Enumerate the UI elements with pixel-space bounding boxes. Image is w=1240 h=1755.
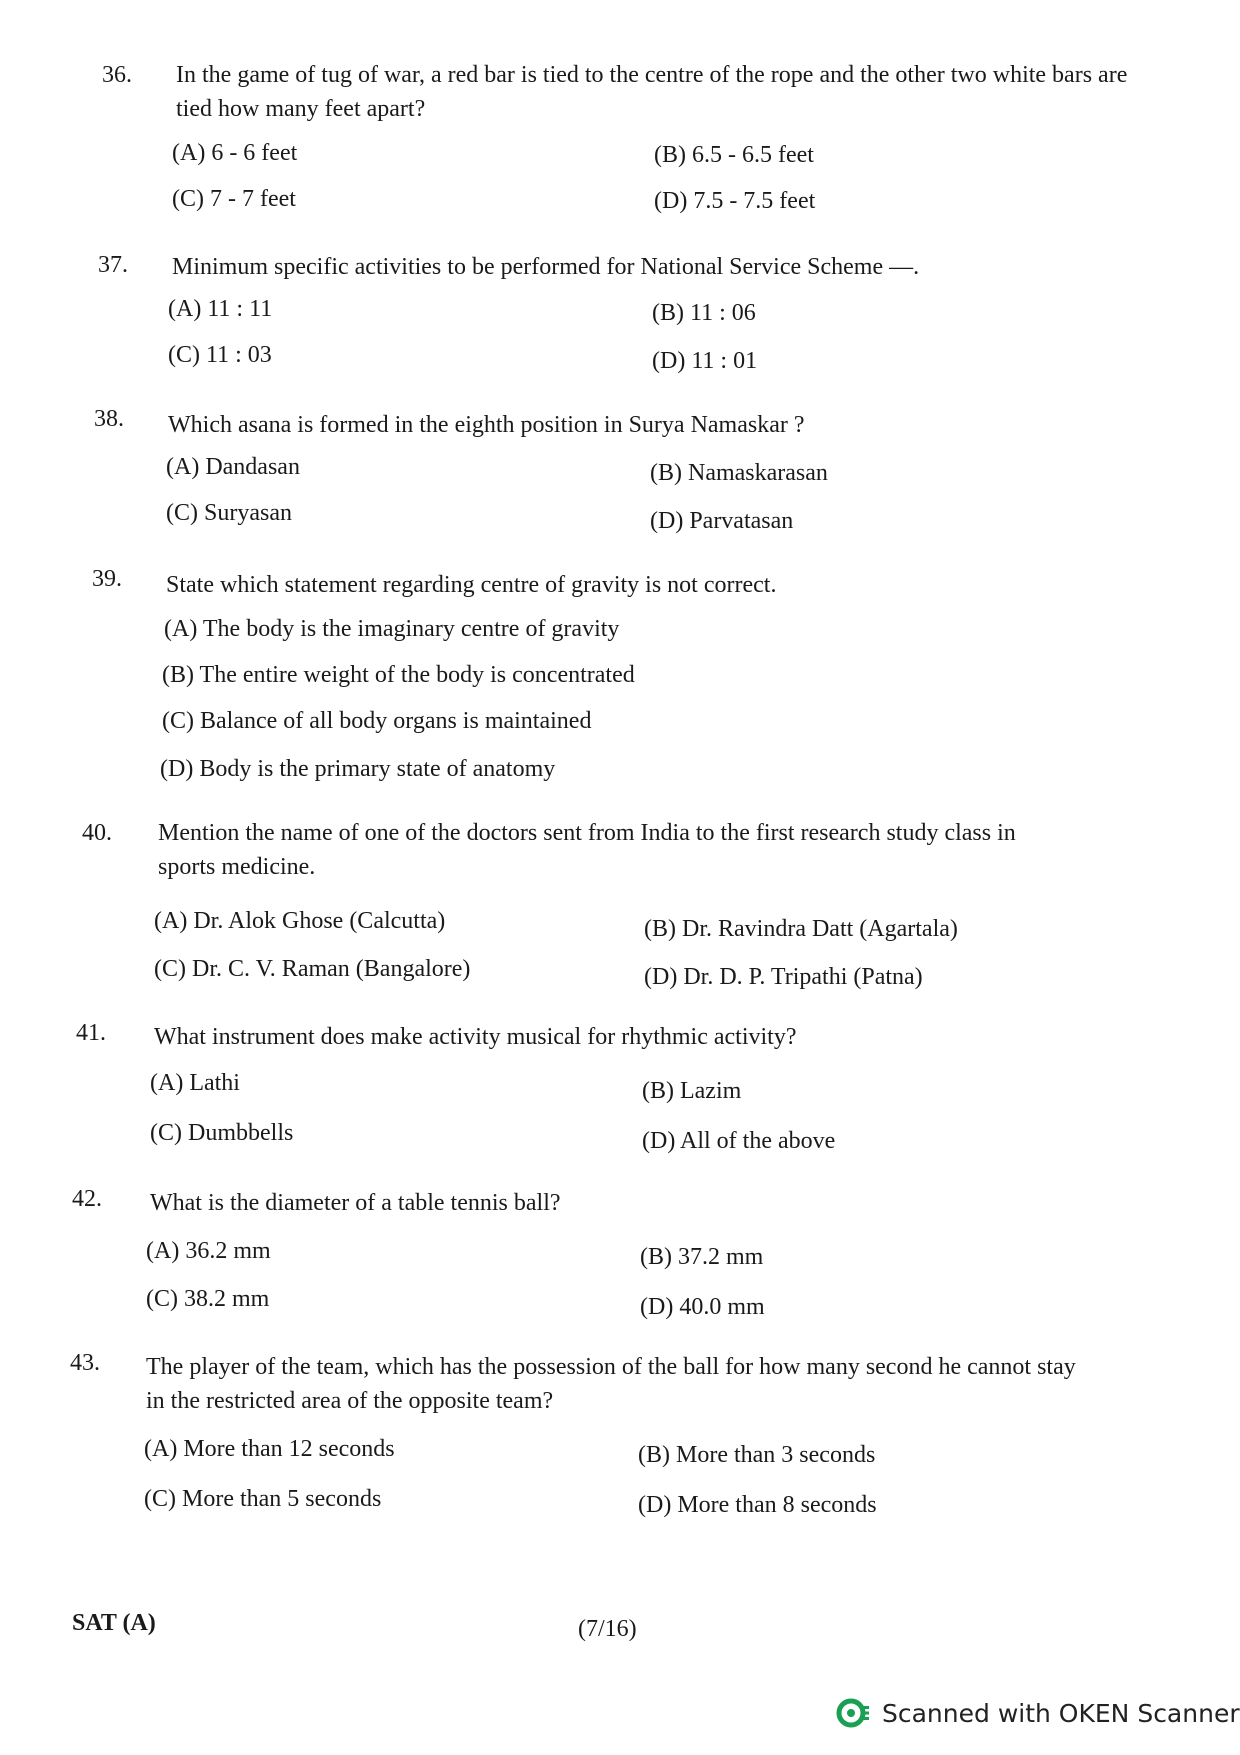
option-d: (D) 11 : 01 <box>652 348 758 374</box>
question-number: 42. <box>72 1186 102 1212</box>
question-text: The player of the team, which has the possession of the ball for how many second he cannot stay in the restricted area of the opposite team? <box>146 1354 1076 1414</box>
question-text: Minimum specific activities to be performed for National Service Scheme —. <box>172 254 920 280</box>
question-number: 41. <box>76 1020 106 1046</box>
option-d: (D) 40.0 mm <box>640 1294 765 1320</box>
option-c: (C) Dumbbells <box>150 1120 294 1146</box>
scanner-watermark <box>836 1696 1240 1730</box>
option-c: (C) Balance of all body organs is maintained <box>162 708 592 734</box>
option-a: (A) 6 - 6 feet <box>172 140 298 166</box>
question-text: State which statement regarding centre of gravity is not correct. <box>166 572 777 598</box>
option-a: (A) Lathi <box>150 1070 240 1096</box>
option-a: (A) Dandasan <box>166 454 300 480</box>
question-number: 40. <box>82 820 112 846</box>
option-c: (C) 11 : 03 <box>168 342 272 368</box>
option-c: (C) Suryasan <box>166 500 292 526</box>
option-d: (D) More than 8 seconds <box>638 1492 877 1518</box>
option-b: (B) 11 : 06 <box>652 300 756 326</box>
question-number: 39. <box>92 566 122 592</box>
option-d: (D) 7.5 - 7.5 feet <box>654 188 816 214</box>
question-text: What instrument does make activity musical for rhythmic activity? <box>154 1024 797 1050</box>
question-text: What is the diameter of a table tennis ball? <box>150 1190 561 1216</box>
option-d: (D) Parvatasan <box>650 508 794 534</box>
option-a: (A) Dr. Alok Ghose (Calcutta) <box>154 908 446 934</box>
page-number: (7/16) <box>578 1616 637 1642</box>
question-text: Which asana is formed in the eighth position in Surya Namaskar ? <box>168 412 805 438</box>
option-a: (A) More than 12 seconds <box>144 1436 395 1462</box>
option-d: (D) Body is the primary state of anatomy <box>160 756 556 782</box>
option-c: (C) 7 - 7 feet <box>172 186 296 212</box>
question-number: 37. <box>98 252 128 278</box>
option-c: (C) 38.2 mm <box>146 1286 270 1312</box>
option-b: (B) Namaskarasan <box>650 460 828 486</box>
option-a: (A) The body is the imaginary centre of gravity <box>164 616 620 642</box>
option-b: (B) Lazim <box>642 1078 742 1104</box>
option-b: (B) More than 3 seconds <box>638 1442 876 1468</box>
option-a: (A) 36.2 mm <box>146 1238 271 1264</box>
option-c: (C) More than 5 seconds <box>144 1486 382 1512</box>
paper-code: SAT (A) <box>72 1610 156 1636</box>
option-a: (A) 11 : 11 <box>168 296 273 322</box>
option-d: (D) All of the above <box>642 1128 836 1154</box>
question-text: In the game of tug of war, a red bar is tied to the centre of the rope and the other two white bars are tied how many feet apart? <box>176 62 1128 122</box>
question-number: 43. <box>70 1350 100 1376</box>
option-b: (B) Dr. Ravindra Datt (Agartala) <box>644 916 958 942</box>
oken-scanner-logo-icon <box>836 1696 870 1730</box>
question-number: 36. <box>102 62 132 88</box>
question-number: 38. <box>94 406 124 432</box>
option-c: (C) Dr. C. V. Raman (Bangalore) <box>154 956 471 982</box>
option-b: (B) 37.2 mm <box>640 1244 764 1270</box>
option-d: (D) Dr. D. P. Tripathi (Patna) <box>644 964 923 990</box>
question-text: Mention the name of one of the doctors sent from India to the first research study class in sports medicine. <box>158 820 1016 880</box>
option-b: (B) The entire weight of the body is concentrated <box>162 662 635 688</box>
scanner-watermark-text: Scanned with OKEN Scanner <box>882 1698 1240 1728</box>
option-b: (B) 6.5 - 6.5 feet <box>654 142 814 168</box>
